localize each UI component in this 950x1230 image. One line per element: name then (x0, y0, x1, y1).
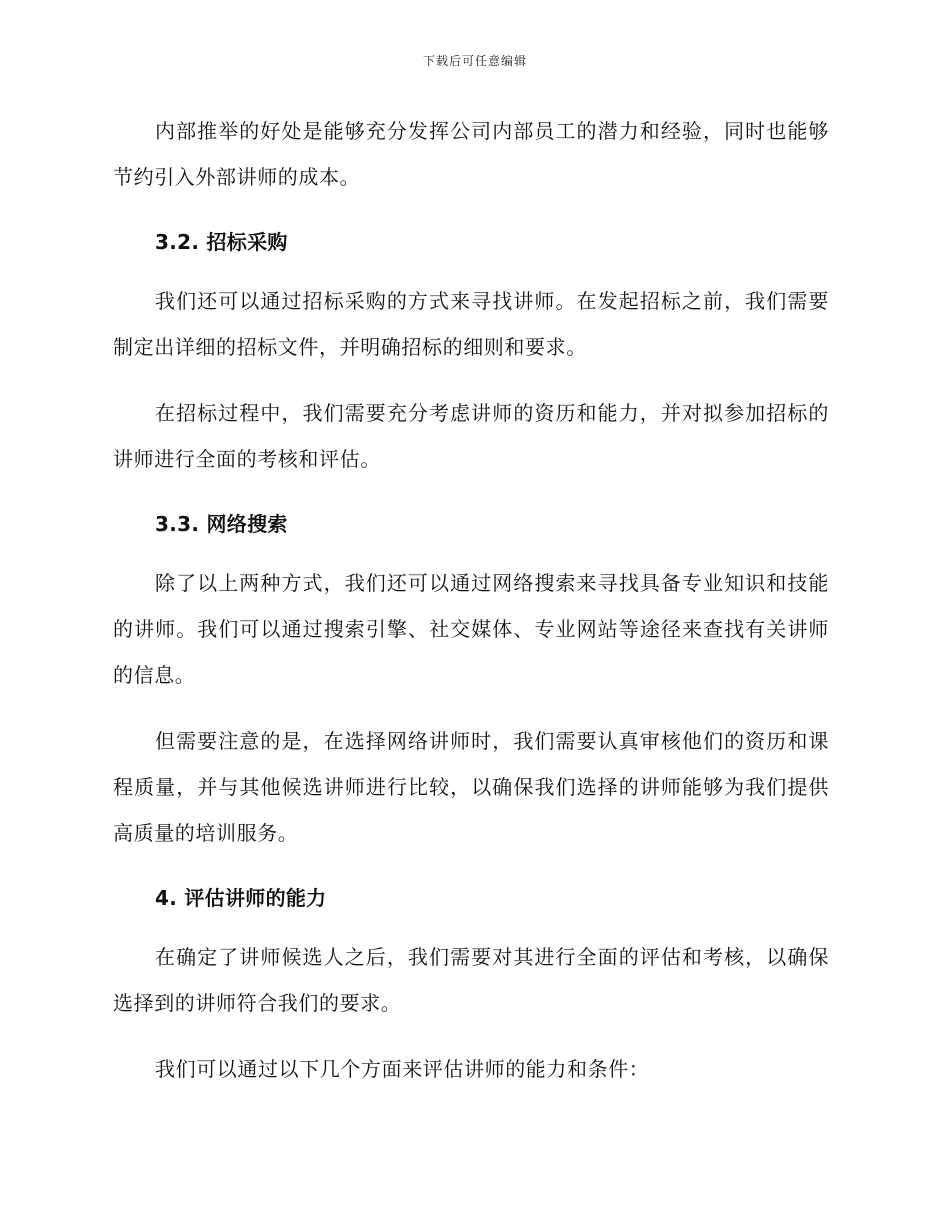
paragraph-bidding-intro: 我们还可以通过招标采购的方式来寻找讲师。在发起招标之前，我们需要制定出详细的招标文件，并明确招标的细则和要求。 (113, 289, 829, 359)
paragraph-web-search-caution: 但需要注意的是，在选择网络讲师时，我们需要认真审核他们的资历和课程质量，并与其他候选讲师进行比较，以确保我们选择的讲师能够为我们提供高质量的培训服务。 (113, 729, 829, 845)
paragraph-evaluation-intro: 在确定了讲师候选人之后，我们需要对其进行全面的评估和考核，以确保选择到的讲师符合我们的要求。 (113, 945, 829, 1015)
paragraph-bidding-process: 在招标过程中，我们需要充分考虑讲师的资历和能力，并对拟参加招标的讲师进行全面的考核和评估。 (113, 401, 829, 471)
paragraph-internal-recommendation: 内部推举的好处是能够充分发挥公司内部员工的潜力和经验，同时也能够节约引入外部讲师的成本。 (113, 119, 829, 189)
document-body (113, 108, 829, 1112)
section-heading-3-2: 3.2. 招标采购 (155, 230, 288, 254)
paragraph-evaluation-aspects: 我们可以通过以下几个方面来评估讲师的能力和条件： (155, 1057, 650, 1081)
page-header: 下载后可任意编辑 (422, 54, 527, 68)
paragraph-web-search-intro: 除了以上两种方式，我们还可以通过网络搜索来寻找具备专业知识和技能的讲师。我们可以通过搜索引擎、社交媒体、专业网站等途径来查找有关讲师的信息。 (113, 571, 829, 687)
section-heading-3-3: 3.3. 网络搜索 (155, 512, 288, 536)
section-heading-4: 4. 评估讲师的能力 (155, 886, 327, 910)
